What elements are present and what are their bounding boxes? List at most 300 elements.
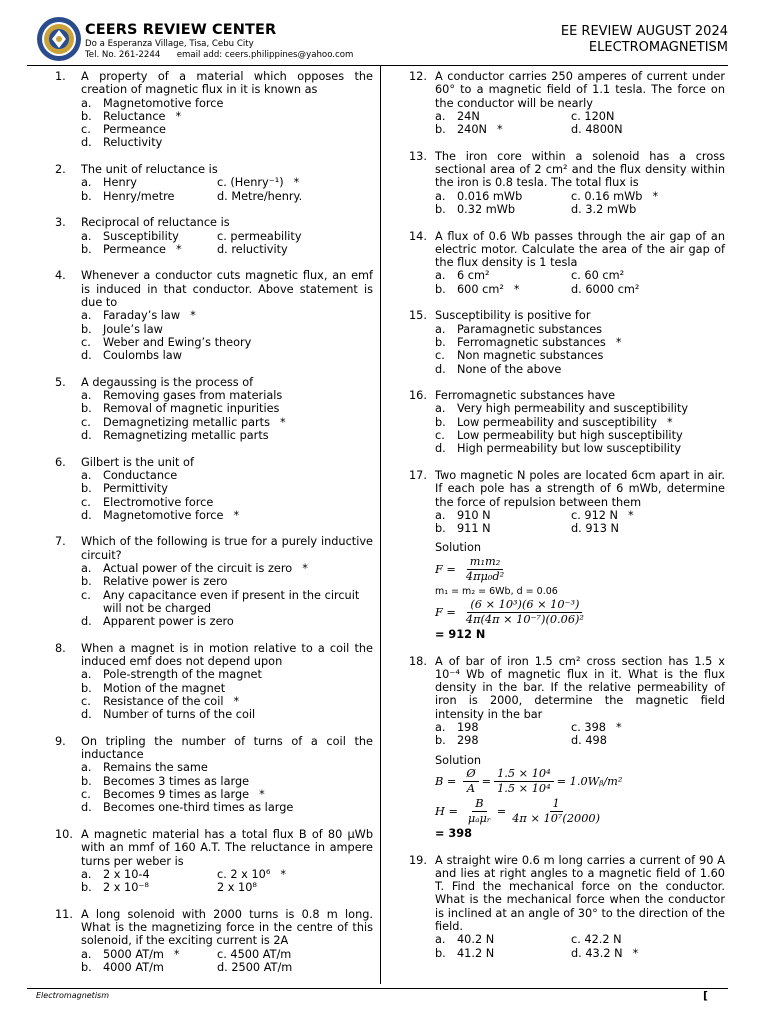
option-letter: b. bbox=[435, 335, 446, 349]
answer-option bbox=[217, 230, 373, 243]
equation-lhs: H = bbox=[435, 805, 458, 819]
exam-title: EE REVIEW AUGUST 2024 bbox=[560, 24, 728, 39]
answer-option bbox=[81, 682, 373, 695]
option-text: Remains the same bbox=[103, 761, 208, 775]
option-text: 600 cm² bbox=[457, 282, 504, 296]
option-text: 4000 AT/m bbox=[103, 960, 164, 974]
answer-option bbox=[571, 509, 725, 522]
option-text: High permeability but low susceptibility bbox=[457, 442, 682, 456]
question-number: 5. bbox=[55, 375, 66, 389]
question-item bbox=[55, 70, 373, 150]
fraction-denominator: 1.5 × 10⁴ bbox=[497, 782, 551, 796]
answer-option bbox=[217, 176, 373, 189]
fraction-denominator: μₐμᵣ bbox=[467, 812, 491, 826]
option-letter: b. bbox=[81, 322, 92, 336]
option-text: Ferromagnetic substances bbox=[457, 335, 606, 349]
option-text: Susceptibility bbox=[103, 229, 179, 243]
question-item bbox=[55, 269, 373, 362]
question-text: A long solenoid with 2000 turns is 0.8 m long. What is the magnetizing force in the centre of this solenoid, if the exciting current is 2A bbox=[81, 907, 373, 948]
option-text: c. 2 x 10⁶ bbox=[217, 867, 271, 881]
option-text: Motion of the magnet bbox=[103, 681, 226, 695]
option-text: c. 912 N bbox=[571, 508, 618, 522]
answer-option bbox=[571, 734, 725, 747]
option-text: d. 6000 cm² bbox=[571, 282, 640, 296]
answer-option bbox=[81, 881, 217, 894]
question-number: 17. bbox=[409, 468, 427, 482]
option-text: Permeance bbox=[103, 123, 167, 137]
option-text: d. 498 bbox=[571, 734, 607, 748]
answer-option bbox=[81, 323, 373, 336]
answer-option bbox=[81, 97, 373, 110]
option-text: d. 4800N bbox=[571, 123, 623, 137]
option-letter: c. bbox=[435, 429, 445, 443]
answer-option bbox=[81, 775, 373, 788]
option-text: Magnetomotive force bbox=[103, 508, 224, 522]
option-text: 2 x 10-4 bbox=[103, 867, 150, 881]
fraction-numerator: B bbox=[472, 797, 486, 812]
question-text: The iron core within a solenoid has a cross sectional area of 2 cm² and the flux density within the iron is 0.8 tesla. The total flux is bbox=[435, 149, 725, 190]
answer-option bbox=[81, 708, 373, 721]
question-number: 8. bbox=[55, 641, 66, 655]
correct-answer-mark: * bbox=[280, 867, 287, 881]
answer-option bbox=[435, 283, 571, 296]
option-text: Electromotive force bbox=[103, 495, 214, 509]
question-text: Ferromagnetic substances have bbox=[435, 389, 616, 403]
question-text: Which of the following is true for a purely inductive circuit? bbox=[81, 535, 373, 562]
question-number: 3. bbox=[55, 216, 66, 230]
option-letter: a. bbox=[81, 867, 92, 881]
question-item bbox=[55, 908, 373, 974]
option-letter: a. bbox=[435, 508, 446, 522]
fraction-numerator: 1.5 × 10⁴ bbox=[494, 767, 554, 782]
question-item bbox=[409, 655, 725, 841]
option-text: Actual power of the circuit is zero bbox=[103, 561, 293, 575]
option-letter: c. bbox=[81, 335, 91, 349]
option-letter: a. bbox=[81, 176, 92, 190]
question-text: Whenever a conductor cuts magnetic flux, an emf is induced in that conductor. Above statement is due to bbox=[81, 269, 373, 310]
option-letter: c. bbox=[81, 495, 91, 509]
answer-option bbox=[81, 230, 217, 243]
option-letter: d. bbox=[81, 136, 92, 150]
answer-option bbox=[81, 509, 373, 522]
question-item bbox=[55, 535, 373, 628]
option-text: Permeance bbox=[103, 242, 167, 256]
question-number: 1. bbox=[55, 70, 66, 83]
option-text: Becomes 3 times as large bbox=[103, 774, 250, 788]
solution-18 bbox=[435, 754, 725, 841]
answer-option bbox=[217, 190, 373, 203]
fraction-denominator: 4π(4π × 10⁻⁷)(0.06)² bbox=[465, 613, 584, 627]
answer-option bbox=[81, 469, 373, 482]
answer-option bbox=[435, 123, 571, 136]
question-text: A conductor carries 250 amperes of current under 60° to a magnetic field of 1.1 tesla. The force on the conductor will be nearly bbox=[435, 70, 725, 110]
option-text: Magnetomotive force bbox=[103, 96, 224, 110]
question-item bbox=[55, 216, 373, 256]
answer-option bbox=[435, 402, 725, 415]
option-text: 0.32 mWb bbox=[457, 202, 516, 216]
answer-option bbox=[81, 136, 373, 149]
answer-option-grid bbox=[81, 230, 373, 257]
option-text: Very high permeability and susceptibility bbox=[457, 402, 689, 416]
option-text: c. 60 cm² bbox=[571, 269, 625, 283]
option-letter: b. bbox=[435, 123, 446, 137]
option-text: d. 913 N bbox=[571, 522, 619, 536]
option-text: Remagnetizing metallic parts bbox=[103, 429, 269, 443]
page-header bbox=[0, 0, 768, 66]
correct-answer-mark: * bbox=[280, 415, 286, 429]
option-text: Permittivity bbox=[103, 482, 168, 496]
answer-option bbox=[81, 575, 373, 588]
question-number: 18. bbox=[409, 654, 427, 668]
question-number: 10. bbox=[55, 827, 73, 841]
fraction-numerator: Ø bbox=[463, 767, 478, 782]
option-text: 2 x 10⁸ bbox=[217, 881, 257, 895]
option-text: 198 bbox=[457, 721, 479, 735]
question-text: A degaussing is the process of bbox=[81, 375, 254, 389]
answer-option bbox=[435, 721, 571, 734]
answer-option-grid bbox=[435, 269, 725, 296]
equation-force-formula bbox=[435, 555, 725, 585]
option-text: Apparent power is zero bbox=[103, 615, 234, 629]
answer-option bbox=[435, 203, 571, 216]
option-text: Relative power is zero bbox=[103, 575, 228, 589]
option-letter: a. bbox=[81, 668, 92, 682]
option-text: Reluctance bbox=[103, 109, 166, 123]
option-text: 240N bbox=[457, 123, 488, 137]
option-letter: a. bbox=[435, 189, 446, 203]
answer-option bbox=[435, 416, 725, 429]
option-letter: b. bbox=[81, 575, 92, 589]
answer-option bbox=[81, 336, 373, 349]
option-letter: d. bbox=[81, 708, 92, 722]
option-text: Henry/metre bbox=[103, 189, 175, 203]
question-item bbox=[409, 309, 725, 375]
center-contact: Tel. No. 261-2244 email add: ceers.philippines@yahoo.com bbox=[85, 50, 354, 60]
option-text: 40.2 N bbox=[457, 933, 495, 947]
answer-option bbox=[81, 788, 373, 801]
header-divider bbox=[27, 65, 728, 66]
question-item bbox=[55, 735, 373, 815]
fraction-numerator: (6 × 10³)(6 × 10⁻³) bbox=[467, 598, 582, 613]
option-text: Coulombs law bbox=[103, 349, 182, 363]
option-text: 6 cm² bbox=[457, 269, 490, 283]
question-text: A flux of 0.6 Wb passes through the air gap of an electric motor. Calculate the area of the air gap of the flux density is 1 tesla bbox=[435, 229, 725, 270]
option-text: Reluctivity bbox=[103, 136, 163, 150]
answer-option bbox=[571, 721, 725, 734]
question-text: A of bar of iron 1.5 cm² cross section has 1.5 x 10⁻⁴ Wb of magnetic flux in it. What is the flux density in the bar. If the relative permeability of iron is 2000, determine the magnetic field intensity in the bar bbox=[435, 654, 725, 721]
answer-option bbox=[81, 868, 217, 881]
answer-option-grid bbox=[435, 190, 725, 217]
option-text: d. 3.2 mWb bbox=[571, 202, 637, 216]
option-letter: a. bbox=[435, 933, 446, 947]
option-text: d. Metre/henry. bbox=[217, 189, 303, 203]
option-letter: b. bbox=[81, 681, 92, 695]
fraction-denominator: 4πμ₀d² bbox=[465, 570, 505, 584]
option-text: None of the above bbox=[457, 362, 562, 376]
option-letter: b. bbox=[81, 881, 92, 895]
correct-answer-mark: * bbox=[176, 242, 182, 256]
question-item bbox=[55, 376, 373, 442]
question-text: Reciprocal of reluctance is bbox=[81, 216, 230, 230]
option-text: d. reluctivity bbox=[217, 242, 288, 256]
option-text: 5000 AT/m bbox=[103, 947, 164, 961]
answer-option bbox=[81, 349, 373, 362]
option-text: Henry bbox=[103, 176, 137, 190]
option-letter: a. bbox=[81, 761, 92, 775]
question-number: 16. bbox=[409, 389, 427, 403]
solution-label: Solution bbox=[435, 753, 482, 767]
column-divider bbox=[380, 66, 381, 984]
question-item bbox=[409, 70, 725, 136]
option-letter: b. bbox=[435, 734, 446, 748]
question-text: On tripling the number of turns of a coil the inductance bbox=[81, 734, 373, 762]
answer-option bbox=[571, 947, 725, 960]
answer-option bbox=[435, 522, 571, 535]
option-text: Non magnetic substances bbox=[457, 349, 604, 363]
answer-option bbox=[81, 482, 373, 495]
solution-label: Solution bbox=[435, 541, 482, 555]
option-letter: a. bbox=[81, 309, 92, 323]
question-text: The unit of reluctance is bbox=[81, 163, 218, 177]
fraction-denominator: A bbox=[466, 782, 476, 796]
option-text: c. 4500 AT/m bbox=[217, 947, 292, 961]
correct-answer-mark: * bbox=[513, 282, 520, 296]
question-number: 6. bbox=[55, 455, 66, 469]
equation-result: = 1.0Wᵦ/m² bbox=[556, 775, 623, 789]
option-letter: a. bbox=[435, 402, 446, 416]
answer-option bbox=[435, 947, 571, 960]
option-text: Resistance of the coil bbox=[103, 694, 224, 708]
equation-lhs: F = bbox=[435, 563, 456, 577]
equation-force-substituted bbox=[435, 598, 725, 628]
option-letter: b. bbox=[81, 960, 92, 974]
answer-option bbox=[435, 336, 725, 349]
question-number: 9. bbox=[55, 734, 66, 748]
option-text: 24N bbox=[457, 109, 480, 123]
answer-option bbox=[435, 734, 571, 747]
correct-answer-mark: * bbox=[259, 788, 265, 802]
answer-option bbox=[571, 110, 725, 123]
given-values: m₁ = m₂ = 6Wb, d = 0.06 bbox=[435, 585, 558, 597]
answer-option bbox=[217, 243, 373, 256]
option-letter: b. bbox=[81, 242, 92, 256]
answer-option bbox=[571, 123, 725, 136]
fraction-numerator: m₁m₂ bbox=[467, 555, 503, 570]
footer-subject: Electromagnetism bbox=[36, 991, 110, 1000]
correct-answer-mark: * bbox=[615, 721, 622, 735]
option-letter: b. bbox=[435, 522, 446, 536]
option-text: Conductance bbox=[103, 468, 178, 482]
equation-lhs: B = bbox=[435, 775, 457, 789]
option-text: Weber and Ewing’s theory bbox=[103, 335, 252, 349]
fraction-denominator: 4π × 10⁷(2000) bbox=[512, 812, 600, 826]
option-text: Pole-strength of the magnet bbox=[103, 668, 262, 682]
answer-option-grid bbox=[81, 948, 373, 975]
option-text: Removing gases from materials bbox=[103, 389, 283, 403]
correct-answer-mark: * bbox=[652, 189, 659, 203]
solution-17 bbox=[435, 541, 725, 641]
exam-subject: ELECTROMAGNETISM bbox=[588, 40, 728, 55]
question-number: 12. bbox=[409, 70, 427, 83]
correct-answer-mark: * bbox=[293, 176, 300, 190]
question-item bbox=[55, 456, 373, 522]
option-letter: b. bbox=[81, 774, 92, 788]
question-text: Two magnetic N poles are located 6cm apart in air. If each pole has a strength of 6 mWb, determine the force of repulsion between them bbox=[435, 468, 725, 509]
answer-option-grid bbox=[81, 176, 373, 203]
answer-option bbox=[81, 496, 373, 509]
option-text: c. 120N bbox=[571, 109, 615, 123]
answer-option bbox=[81, 176, 217, 189]
option-letter: a. bbox=[435, 322, 446, 336]
option-letter: d. bbox=[81, 508, 92, 522]
answer-option bbox=[571, 283, 725, 296]
option-letter: a. bbox=[81, 561, 92, 575]
right-question-column bbox=[409, 70, 725, 973]
option-text: Number of turns of the coil bbox=[103, 708, 256, 722]
option-letter: d. bbox=[81, 349, 92, 363]
question-number: 4. bbox=[55, 269, 66, 283]
answer-option bbox=[81, 123, 373, 136]
answer-option bbox=[435, 269, 571, 282]
question-item bbox=[55, 163, 373, 203]
option-letter: d. bbox=[81, 429, 92, 443]
answer-option bbox=[435, 349, 725, 362]
option-text: Removal of magnetic inpurities bbox=[103, 402, 280, 416]
option-letter: a. bbox=[435, 269, 446, 283]
question-number: 14. bbox=[409, 229, 427, 243]
answer-option bbox=[81, 389, 373, 402]
option-text: 2 x 10⁻⁸ bbox=[103, 881, 149, 895]
answer-option bbox=[435, 363, 725, 376]
answer-option bbox=[81, 961, 217, 974]
option-text: Low permeability and susceptibility bbox=[457, 415, 657, 429]
option-text: 298 bbox=[457, 734, 479, 748]
option-letter: d. bbox=[81, 615, 92, 629]
correct-answer-mark: * bbox=[233, 508, 240, 522]
correct-answer-mark: * bbox=[615, 335, 622, 349]
question-text: A straight wire 0.6 m long carries a current of 90 A and lies at right angles to a magnetic field of 1.60 T. Find the mechanical force on the conductor. What is the mechanical force when the conductor is inclined at an angle of 30° to the direction of the field. bbox=[435, 853, 725, 934]
answer-option bbox=[217, 881, 373, 894]
option-text: c. permeability bbox=[217, 229, 302, 243]
question-number: 13. bbox=[409, 149, 427, 163]
answer-option bbox=[571, 203, 725, 216]
answer-option bbox=[435, 442, 725, 455]
option-letter: b. bbox=[81, 109, 92, 123]
option-text: d. 43.2 N bbox=[571, 946, 623, 960]
option-text: 910 N bbox=[457, 508, 491, 522]
answer-option bbox=[81, 402, 373, 415]
equation-flux-density: B = $\frac{Ø}{A}$ = $\frac{\text{1.5 × 10⁴}}{\text{1.5 × 10⁴}}$ = 1.0Wᵦ/m² bbox=[435, 767, 623, 796]
answer-option bbox=[81, 948, 217, 961]
option-text: Paramagnetic substances bbox=[457, 322, 603, 336]
left-question-column bbox=[55, 70, 373, 987]
option-letter: a. bbox=[81, 229, 92, 243]
answer-option bbox=[81, 416, 373, 429]
option-letter: c. bbox=[81, 694, 91, 708]
option-text: Becomes one-third times as large bbox=[103, 801, 294, 815]
question-item bbox=[409, 469, 725, 641]
answer-option bbox=[81, 589, 373, 616]
answer-option-grid bbox=[435, 110, 725, 137]
question-item bbox=[409, 230, 725, 296]
footer-mark: [ bbox=[703, 989, 709, 1002]
question-item bbox=[55, 642, 373, 722]
option-letter: a. bbox=[435, 721, 446, 735]
question-text: Gilbert is the unit of bbox=[81, 455, 194, 469]
answer-option bbox=[81, 668, 373, 681]
answer-option bbox=[81, 309, 373, 322]
answer-option bbox=[571, 522, 725, 535]
question-number: 19. bbox=[409, 853, 427, 867]
option-letter: c. bbox=[435, 349, 445, 363]
option-letter: b. bbox=[435, 282, 446, 296]
question-number: 11. bbox=[55, 907, 73, 921]
option-letter: a. bbox=[435, 109, 446, 123]
option-letter: b. bbox=[435, 202, 446, 216]
option-text: c. (Henry⁻¹) bbox=[217, 176, 284, 190]
correct-answer-mark: * bbox=[233, 694, 240, 708]
option-text: c. 398 bbox=[571, 721, 606, 735]
option-letter: a. bbox=[81, 947, 92, 961]
answer-option bbox=[435, 933, 571, 946]
option-letter: d. bbox=[435, 442, 446, 456]
answer-option bbox=[81, 695, 373, 708]
option-text: 0.016 mWb bbox=[457, 189, 523, 203]
question-text: A magnetic material has a total flux B of 80 μWb with an mmf of 160 A.T. The reluctance in ampere turns per weber is bbox=[81, 827, 373, 868]
correct-answer-mark: * bbox=[497, 123, 503, 137]
equation-field-intensity: H = $\frac{B}{\text{μₐμᵣ}}$ = $\frac{1}{\text{4π × 10⁷(2000)}}$ bbox=[435, 797, 725, 827]
answer-option bbox=[435, 190, 571, 203]
answer-option-grid bbox=[81, 868, 373, 895]
question-item bbox=[55, 828, 373, 894]
option-letter: d. bbox=[435, 362, 446, 376]
center-name: CEERS REVIEW CENTER bbox=[85, 22, 277, 38]
option-letter: d. bbox=[81, 801, 92, 815]
option-letter: b. bbox=[435, 946, 446, 960]
correct-answer-mark: * bbox=[302, 561, 308, 575]
answer-option-grid bbox=[435, 509, 725, 536]
option-text: c. 42.2 N bbox=[571, 933, 622, 947]
correct-answer-mark: * bbox=[628, 508, 634, 522]
center-address: Do a Esperanza Village, Tisa, Cebu City bbox=[85, 39, 254, 49]
correct-answer-mark: * bbox=[632, 946, 639, 960]
answer-option bbox=[81, 562, 373, 575]
answer-option bbox=[81, 110, 373, 123]
answer-option bbox=[217, 961, 373, 974]
answer-option-grid bbox=[435, 721, 725, 748]
question-item bbox=[409, 389, 725, 455]
option-text: 41.2 N bbox=[457, 946, 495, 960]
option-letter: b. bbox=[81, 402, 92, 416]
correct-answer-mark: * bbox=[175, 109, 182, 123]
option-letter: b. bbox=[435, 415, 446, 429]
answer-option bbox=[435, 110, 571, 123]
answer-option bbox=[217, 868, 373, 881]
option-letter: c. bbox=[81, 415, 91, 429]
option-text: Joule’s law bbox=[103, 322, 163, 336]
answer-option bbox=[435, 509, 571, 522]
option-text: Any capacitance even if present in the circuit will not be charged bbox=[103, 588, 360, 615]
option-letter: a. bbox=[81, 468, 92, 482]
correct-answer-mark: * bbox=[190, 309, 196, 323]
answer-option bbox=[81, 190, 217, 203]
ceers-logo-icon bbox=[36, 16, 82, 62]
answer-option bbox=[81, 615, 373, 628]
answer-option bbox=[571, 269, 725, 282]
option-letter: a. bbox=[81, 389, 92, 403]
option-text: c. 0.16 mWb bbox=[571, 189, 643, 203]
answer-option bbox=[571, 933, 725, 946]
